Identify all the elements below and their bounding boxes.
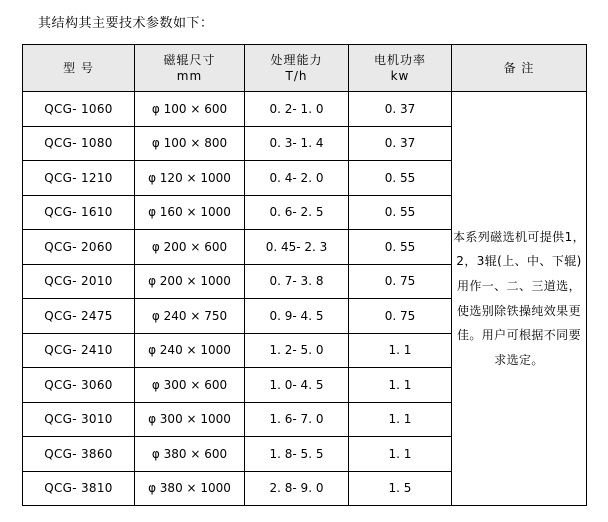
cell-roller-size: φ 300 × 600 (135, 368, 245, 403)
cell-capacity: 1. 2- 5. 0 (245, 333, 349, 368)
cell-capacity: 0. 2- 1. 0 (245, 92, 349, 127)
cell-capacity: 1. 0- 4. 5 (245, 368, 349, 403)
cell-model: QCG- 2010 (23, 264, 135, 299)
cell-model: QCG- 1210 (23, 161, 135, 196)
cell-motor-power: 1. 1 (349, 402, 452, 437)
cell-motor-power: 0. 55 (349, 161, 452, 196)
cell-model: QCG- 1610 (23, 195, 135, 230)
cell-motor-power: 0. 37 (349, 126, 452, 161)
cell-roller-size: φ 200 × 600 (135, 230, 245, 265)
column-header-capacity-line1: 处理能力 (270, 52, 323, 67)
remark-text: 本系列磁选机可提供1，2，3辊(上、中、下辊)用作一、二、三道选，使选别除铁操纯效果更佳。用户可根据不同要求选定。 (452, 229, 586, 367)
header-row (23, 45, 587, 92)
cell-roller-size: φ 200 × 1000 (135, 264, 245, 299)
column-header-model (23, 45, 135, 92)
column-header-motor-power (349, 45, 452, 92)
cell-model: QCG- 2410 (23, 333, 135, 368)
cell-capacity: 1. 6- 7. 0 (245, 402, 349, 437)
column-header-capacity (245, 45, 349, 92)
cell-capacity: 2. 8- 9. 0 (245, 471, 349, 506)
cell-capacity: 1. 8- 5. 5 (245, 437, 349, 472)
cell-model: QCG- 3010 (23, 402, 135, 437)
table-header (23, 45, 587, 92)
intro-paragraph: 其结构其主要技术参数如下： (38, 16, 214, 31)
cell-model: QCG- 3060 (23, 368, 135, 403)
cell-roller-size: φ 380 × 1000 (135, 471, 245, 506)
cell-capacity: 0. 6- 2. 5 (245, 195, 349, 230)
cell-roller-size: φ 100 × 800 (135, 126, 245, 161)
cell-motor-power: 0. 75 (349, 299, 452, 334)
column-header-roller-size-line2: mm (176, 69, 203, 83)
spec-table (22, 44, 587, 506)
cell-capacity: 0. 9- 4. 5 (245, 299, 349, 334)
cell-motor-power: 1. 1 (349, 368, 452, 403)
cell-motor-power: 1. 1 (349, 333, 452, 368)
cell-capacity: 0. 45- 2. 3 (245, 230, 349, 265)
table-row (23, 92, 587, 127)
cell-capacity: 0. 4- 2. 0 (245, 161, 349, 196)
column-header-motor-power-line1: 电机功率 (373, 52, 426, 67)
column-header-remark-line1: 备 注 (503, 60, 535, 75)
column-header-capacity-line2: T/h (285, 69, 308, 83)
cell-model: QCG- 3860 (23, 437, 135, 472)
cell-model: QCG- 3810 (23, 471, 135, 506)
spec-table-container (22, 44, 586, 506)
column-header-model-line1: 型 号 (63, 60, 94, 75)
cell-roller-size: φ 240 × 750 (135, 299, 245, 334)
column-header-remark (452, 45, 587, 92)
cell-roller-size: φ 300 × 1000 (135, 402, 245, 437)
cell-model: QCG- 1060 (23, 92, 135, 127)
cell-roller-size: φ 380 × 600 (135, 437, 245, 472)
table-body (23, 92, 587, 506)
cell-model: QCG- 2475 (23, 299, 135, 334)
cell-motor-power: 0. 55 (349, 195, 452, 230)
cell-model: QCG- 1080 (23, 126, 135, 161)
column-header-roller-size (135, 45, 245, 92)
cell-roller-size: φ 120 × 1000 (135, 161, 245, 196)
cell-motor-power: 0. 75 (349, 264, 452, 299)
cell-remark (452, 92, 587, 506)
cell-motor-power: 1. 5 (349, 471, 452, 506)
cell-roller-size: φ 100 × 600 (135, 92, 245, 127)
cell-motor-power: 1. 1 (349, 437, 452, 472)
cell-roller-size: φ 240 × 1000 (135, 333, 245, 368)
column-header-roller-size-line1: 磁辊尺寸 (163, 52, 216, 67)
cell-motor-power: 0. 37 (349, 92, 452, 127)
cell-capacity: 0. 3- 1. 4 (245, 126, 349, 161)
cell-motor-power: 0. 55 (349, 230, 452, 265)
cell-capacity: 0. 7- 3. 8 (245, 264, 349, 299)
cell-roller-size: φ 160 × 1000 (135, 195, 245, 230)
column-header-motor-power-line2: kw (390, 69, 410, 83)
cell-model: QCG- 2060 (23, 230, 135, 265)
